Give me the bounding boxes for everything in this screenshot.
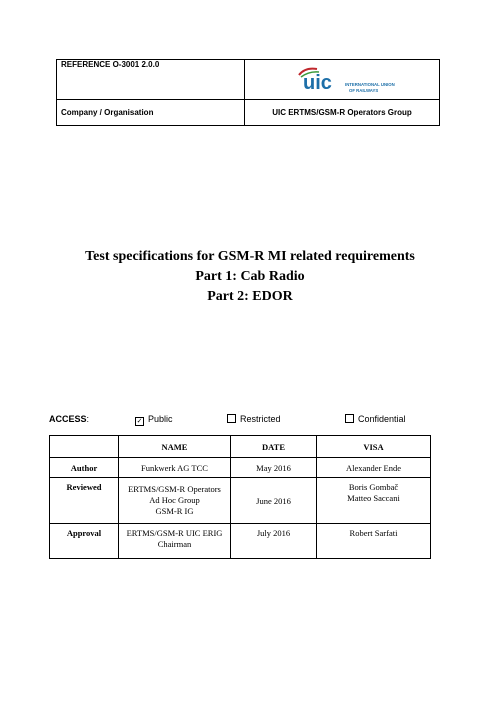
access-option-restricted[interactable]	[227, 414, 281, 424]
company-label: Company / Organisation	[61, 108, 154, 117]
reference-cell	[57, 60, 245, 100]
row-visa: Alexander Ende	[317, 458, 431, 478]
table-header-row	[50, 436, 431, 458]
row-role: Reviewed	[50, 478, 119, 524]
access-option-public[interactable]	[135, 414, 173, 426]
table-header: NAME	[119, 436, 231, 458]
checkbox-icon[interactable]	[227, 414, 236, 423]
table-header: DATE	[231, 436, 317, 458]
logo-text: uic	[303, 72, 332, 94]
row-visa: Boris Gombač Matteo Saccani	[317, 478, 431, 524]
access-option-label: Confidential	[358, 414, 406, 424]
reference-text: REFERENCE O-3001 2.0.0	[61, 60, 160, 69]
logo-tagline-2: OF RAILWAYS	[349, 88, 379, 93]
row-date: July 2016	[231, 524, 317, 559]
table-row	[50, 524, 431, 559]
title-line-3: Part 2: EDOR	[207, 289, 293, 304]
row-name: ERTMS/GSM-R UIC ERIG Chairman	[119, 524, 231, 559]
access-option-confidential[interactable]	[345, 414, 406, 424]
row-name: ERTMS/GSM-R Operators Ad Hoc Group GSM-R IG	[119, 478, 231, 524]
document-title	[0, 247, 500, 307]
access-option-label: Restricted	[240, 414, 281, 424]
title-line-1: Test specifications for GSM-R MI related requirements	[85, 249, 415, 264]
table-row	[50, 458, 431, 478]
row-role: Approval	[50, 524, 119, 559]
row-name: Funkwerk AG TCC	[119, 458, 231, 478]
table-header: VISA	[317, 436, 431, 458]
company-label-cell	[57, 100, 245, 126]
access-label: ACCESS:	[49, 414, 90, 424]
checkbox-checked-icon[interactable]: ✓	[136, 418, 143, 425]
row-visa: Robert Sarfati	[317, 524, 431, 559]
access-row	[49, 414, 449, 428]
logo-tagline-1: INTERNATIONAL UNION	[345, 82, 395, 87]
organisation-name: UIC ERTMS/GSM-R Operators Group	[272, 108, 412, 117]
table-header	[50, 436, 119, 458]
document-header-table	[56, 59, 440, 126]
row-role: Author	[50, 458, 119, 478]
approval-table	[49, 435, 431, 559]
row-date: May 2016	[231, 458, 317, 478]
uic-logo-icon	[297, 65, 407, 97]
title-line-2: Part 1: Cab Radio	[195, 269, 305, 284]
access-option-label: Public	[148, 414, 173, 424]
row-date: June 2016	[231, 478, 317, 524]
checkbox-icon[interactable]	[345, 414, 354, 423]
table-row	[50, 478, 431, 524]
logo-cell	[245, 60, 440, 100]
organisation-cell	[245, 100, 440, 126]
